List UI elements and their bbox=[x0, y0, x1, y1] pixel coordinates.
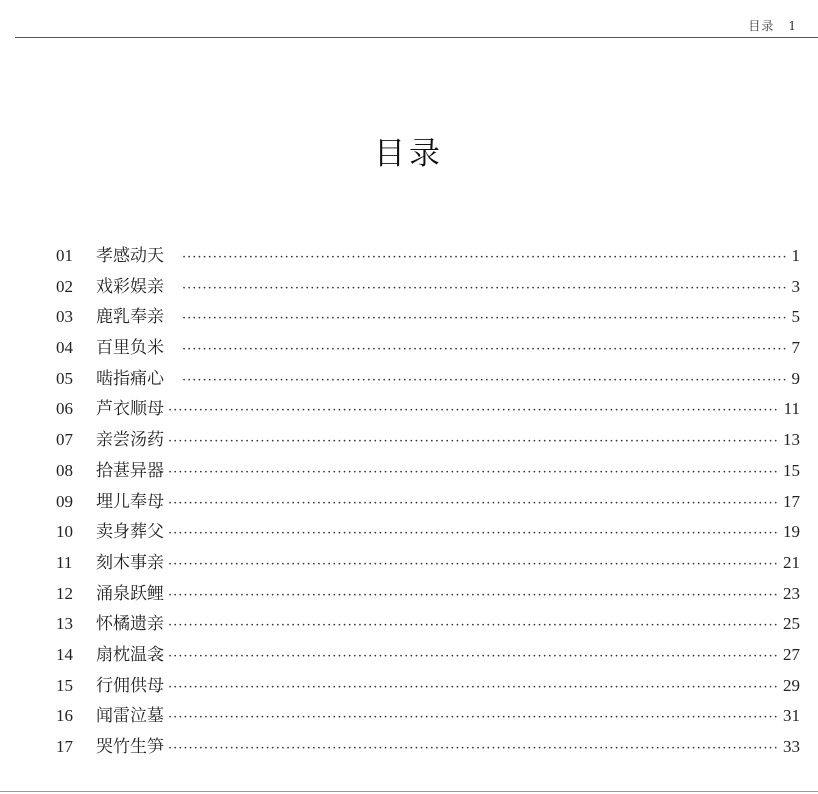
toc-entry[interactable] bbox=[56, 272, 800, 303]
toc-entry-page: 17 bbox=[783, 491, 800, 511]
toc-entry-number: 10 bbox=[56, 522, 73, 542]
toc-entry-page: 1 bbox=[791, 246, 800, 265]
toc-entry-number: 15 bbox=[56, 675, 73, 695]
toc-entry-page: 21 bbox=[783, 552, 800, 572]
toc-entry-title: 亲尝汤药 bbox=[96, 430, 164, 451]
toc-entry-number: 08 bbox=[56, 460, 73, 480]
toc-entry-number: 16 bbox=[56, 706, 73, 726]
toc-dot-leader bbox=[168, 680, 779, 695]
table-of-contents bbox=[56, 241, 800, 763]
toc-dot-leader bbox=[182, 342, 788, 357]
toc-entry-number: 07 bbox=[56, 430, 73, 450]
toc-entry-number: 12 bbox=[56, 583, 73, 603]
toc-entry-number: 14 bbox=[56, 644, 73, 664]
toc-entry-title: 行佣供母 bbox=[96, 675, 164, 696]
toc-entry-number: 02 bbox=[56, 276, 73, 296]
toc-dot-leader bbox=[168, 496, 779, 511]
toc-entry-title: 埋儿奉母 bbox=[96, 491, 164, 512]
toc-entry-number: 03 bbox=[56, 307, 73, 327]
toc-entry-page: 27 bbox=[783, 644, 800, 664]
toc-entry-title: 啮指痛心 bbox=[96, 368, 164, 389]
toc-entry[interactable] bbox=[56, 487, 800, 518]
toc-entry-title: 卖身葬父 bbox=[96, 522, 164, 543]
toc-dot-leader bbox=[168, 434, 779, 449]
toc-entry-title: 刻木事亲 bbox=[96, 552, 164, 573]
toc-entry-title: 怀橘遗亲 bbox=[96, 614, 164, 635]
running-header bbox=[748, 17, 797, 34]
toc-entry-title: 哭竹生笋 bbox=[96, 737, 164, 757]
toc-entry-page: 33 bbox=[783, 737, 800, 756]
toc-dot-leader bbox=[168, 710, 779, 725]
toc-entry-title: 拾葚异器 bbox=[96, 460, 164, 481]
toc-entry-title: 扇枕温衾 bbox=[96, 644, 164, 665]
toc-entry[interactable] bbox=[56, 241, 800, 272]
header-rule bbox=[15, 37, 818, 38]
toc-entry-page: 5 bbox=[791, 307, 800, 327]
toc-entry[interactable] bbox=[56, 517, 800, 548]
toc-entry-page: 7 bbox=[791, 338, 800, 358]
toc-entry[interactable] bbox=[56, 701, 800, 732]
toc-entry-page: 23 bbox=[783, 583, 800, 603]
toc-entry-page: 3 bbox=[791, 276, 800, 296]
page-title: 目录 bbox=[374, 136, 444, 172]
toc-entry-page: 15 bbox=[783, 460, 800, 480]
toc-dot-leader bbox=[168, 526, 779, 541]
toc-entry-page: 29 bbox=[783, 675, 800, 695]
toc-dot-leader bbox=[182, 250, 788, 265]
toc-entry-page: 13 bbox=[783, 430, 800, 450]
toc-dot-leader bbox=[168, 618, 779, 633]
toc-entry-number: 01 bbox=[56, 246, 73, 265]
toc-entry-page: 31 bbox=[783, 706, 800, 726]
toc-dot-leader bbox=[168, 588, 779, 603]
toc-entry-title: 孝感动天 bbox=[96, 246, 164, 266]
running-header-page-number: 1 bbox=[788, 19, 797, 33]
running-header-section: 目录 bbox=[748, 19, 775, 33]
toc-entry-title: 戏彩娱亲 bbox=[96, 276, 164, 297]
toc-entry[interactable] bbox=[56, 579, 800, 610]
toc-dot-leader bbox=[168, 649, 779, 664]
toc-entry-number: 05 bbox=[56, 368, 73, 388]
toc-entry[interactable] bbox=[56, 394, 800, 425]
toc-dot-leader bbox=[182, 281, 788, 296]
toc-dot-leader bbox=[168, 403, 780, 418]
toc-entry-number: 17 bbox=[56, 737, 73, 756]
toc-entry-title: 百里负米 bbox=[96, 338, 164, 359]
footer-rule bbox=[0, 791, 818, 792]
toc-entry-title: 涌泉跃鲤 bbox=[96, 583, 164, 604]
toc-entry-number: 09 bbox=[56, 491, 73, 511]
toc-entry-title: 芦衣顺母 bbox=[96, 399, 164, 420]
toc-entry[interactable] bbox=[56, 640, 800, 671]
toc-entry[interactable] bbox=[56, 364, 800, 395]
toc-entry[interactable] bbox=[56, 333, 800, 364]
toc-entry[interactable] bbox=[56, 609, 800, 640]
toc-entry-title: 闻雷泣墓 bbox=[96, 706, 164, 727]
toc-entry-title: 鹿乳奉亲 bbox=[96, 307, 164, 328]
toc-entry[interactable] bbox=[56, 671, 800, 702]
toc-dot-leader bbox=[182, 373, 788, 388]
toc-entry-page: 25 bbox=[783, 614, 800, 634]
toc-entry[interactable] bbox=[56, 732, 800, 763]
toc-entry-number: 06 bbox=[56, 399, 73, 419]
toc-entry-page: 9 bbox=[791, 368, 800, 388]
toc-entry-number: 11 bbox=[56, 552, 73, 572]
toc-entry-number: 04 bbox=[56, 338, 73, 358]
toc-entry[interactable] bbox=[56, 302, 800, 333]
toc-entry-page: 19 bbox=[783, 522, 800, 542]
toc-entry[interactable] bbox=[56, 548, 800, 579]
toc-dot-leader bbox=[182, 311, 788, 326]
toc-entry[interactable] bbox=[56, 425, 800, 456]
toc-entry-page: 11 bbox=[783, 399, 800, 419]
toc-dot-leader bbox=[168, 557, 779, 572]
toc-dot-leader bbox=[168, 465, 779, 480]
toc-entry-number: 13 bbox=[56, 614, 73, 634]
toc-entry[interactable] bbox=[56, 456, 800, 487]
toc-dot-leader bbox=[168, 741, 779, 756]
